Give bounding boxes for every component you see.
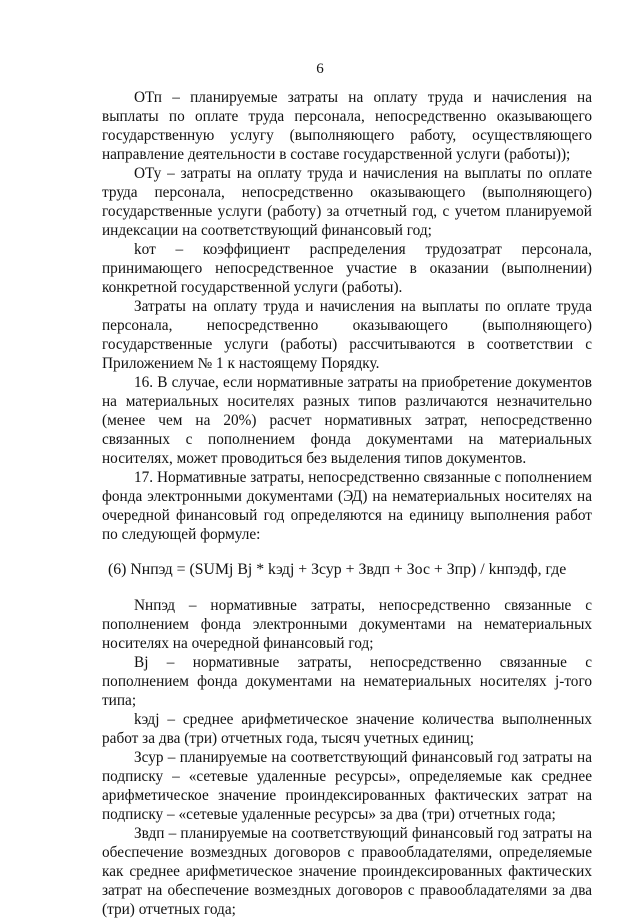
- formula-6: (6) Nнпэд = (SUMj Bj * kэдj + Зсур + Звдп + Зос + Зпр) / kнпэдф, где: [108, 561, 567, 578]
- definition-zsur: Зсур – планируемые на соответствующий финансовый год затраты на подписку – «сетевые удаленные ресурсы», определяемые как среднее арифметическое значение проиндексированных фактических затрат на подписку – «сетевые удаленные ресурсы» за два (три) отчетных года;: [102, 749, 592, 823]
- paragraph-17: 17. Нормативные затраты, непосредственно связанные с пополнением фонда электронными документами (ЭД) на нематериальных носителях на очередной финансовый год определяются на единицу выполнения работ по следующей формуле:: [102, 469, 592, 543]
- definition-nnped: Nнпэд – нормативные затраты, непосредственно связанные с пополнением фонда электронными документами на нематериальных носителях на очередной финансовый год;: [102, 597, 592, 652]
- paragraph-otu: ОТу – затраты на оплату труда и начисления на выплаты по оплате труда персонала, непосредственно оказывающего (выполняющего) государственные услуги (работу) за отчетный год, с учетом планируемой индексации на соответствующий финансовый год;: [102, 165, 592, 239]
- definition-bj: Bj – нормативные затраты, непосредственно связанные с пополнением фонда документами на нематериальных носителях j-того типа;: [102, 654, 592, 709]
- paragraph-labor-costs: Затраты на оплату труда и начисления на выплаты по оплате труда персонала, непосредственно оказывающего (выполняющего) государственные услуги (работы) рассчитываются в соответствии с Приложением № 1 к настоящему Порядку.: [102, 298, 592, 372]
- definition-kedj: kэдj – среднее арифметическое значение количества выполненных работ за два (три) отчетных года, тысяч учетных единиц;: [102, 711, 592, 747]
- definition-zvdp: Звдп – планируемые на соответствующий финансовый год затраты на обеспечение возмездных договоров с правообладателями, определяемые как среднее арифметическое значение проиндексированных фактических затрат на обеспечение возмездных договоров с правообладателями за два (три) отчетных года;: [102, 825, 592, 918]
- paragraph-otp: ОТп – планируемые затраты на оплату труда и начисления на выплаты по оплате труда персонала, непосредственно оказывающего государственную услугу (выполняющего работу, осуществляющего направление деятельности в составе государственной услуги (работы));: [102, 89, 592, 163]
- paragraph-16: 16. В случае, если нормативные затраты на приобретение документов на материальных носителях разных типов различаются незначительно (менее чем на 20%) расчет нормативных затрат, непосредственно связанных с пополнением фонда документами на материальных носителях, может проводиться без выделения типов документов.: [102, 374, 592, 467]
- page-number: 6: [316, 61, 324, 77]
- paragraph-kot: kот – коэффициент распределения трудозатрат персонала, принимающего непосредственное участие в оказании (выполнении) конкретной государственной услуги (работы).: [102, 241, 592, 296]
- document-body: [102, 88, 592, 919]
